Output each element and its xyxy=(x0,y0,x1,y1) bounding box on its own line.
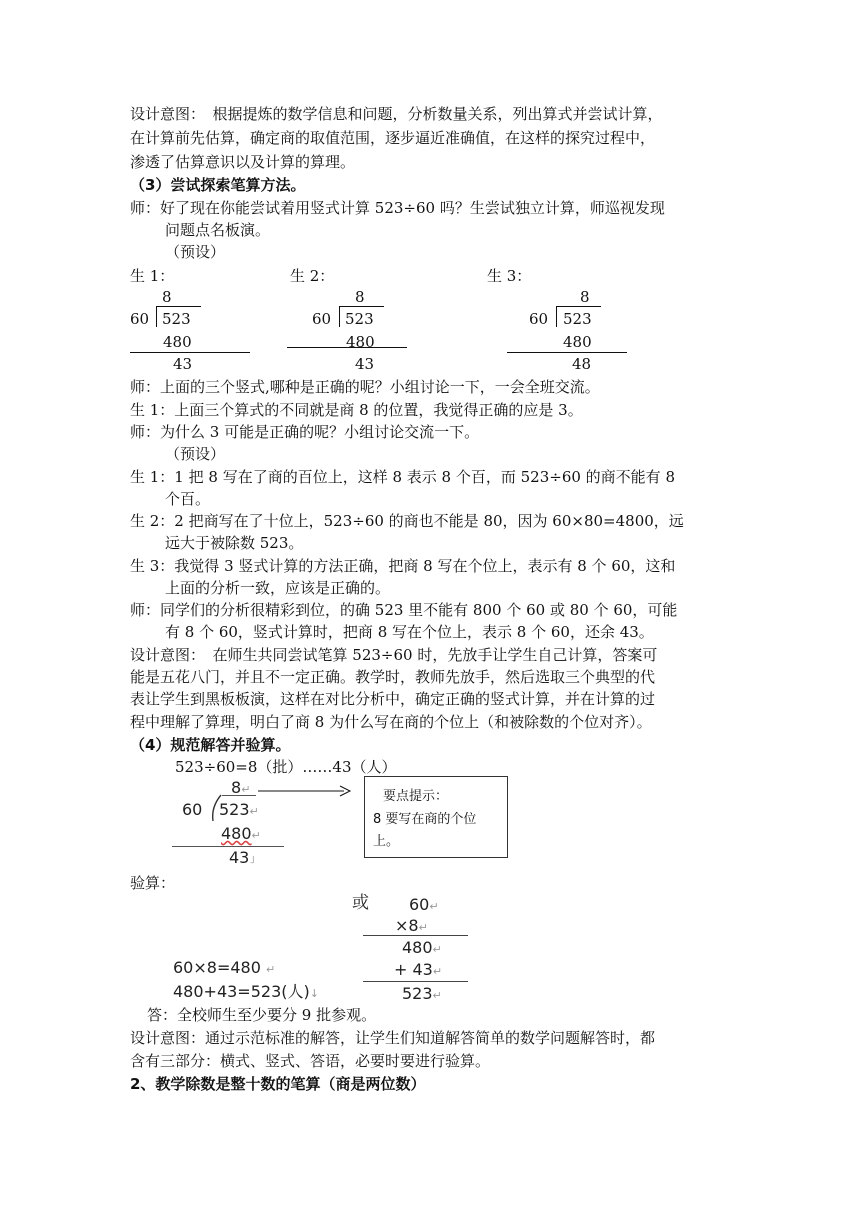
student-2-line-b: 远大于被除数 523。 xyxy=(165,534,304,552)
student-1-label: 生 1： xyxy=(130,267,175,285)
product-value: 480↵ xyxy=(402,938,442,957)
student-3-line-b: 上面的分析一致，应该是正确的。 xyxy=(165,579,391,597)
divisor: 60 xyxy=(312,310,332,328)
quotient: 8↵ xyxy=(231,778,251,797)
key-point-box xyxy=(364,776,508,858)
product: 480↵ xyxy=(221,824,261,843)
product: 480 xyxy=(346,333,375,351)
remainder: 43 xyxy=(355,355,375,373)
design-intent-2-line-4: 程中理解了算理，明白了商 8 为什么写在商的个位上（和被除数的个位对齐）。 xyxy=(130,713,652,731)
student-3-label: 生 3： xyxy=(487,267,532,285)
sum-line xyxy=(363,981,468,982)
key-point-body-1: 8 要写在商的个位 xyxy=(373,812,477,827)
design-intent-1-line-3: 渗透了估算意识以及计算的算理。 xyxy=(130,153,356,171)
remainder: 48 xyxy=(572,355,592,373)
dividend: 523 xyxy=(162,310,191,328)
design-intent-2-line-3: 表让学生到黑板板演，这样在对比分析中，确定正确的竖式计算，并在计算的过 xyxy=(130,690,656,708)
quotient: 8 xyxy=(580,288,590,306)
student-2-line-a: 生 2：2 把商写在了十位上，523÷60 的商也不能是 80，因为 60×80=4800，远 xyxy=(130,512,684,530)
section-heading-3: （3）尝试探索笔算方法。 xyxy=(130,176,306,194)
multiply-line xyxy=(363,935,468,936)
student-2-label: 生 2： xyxy=(290,267,335,285)
division-line xyxy=(287,347,407,348)
or-label: 或 xyxy=(352,893,369,913)
preset-label-2: （预设） xyxy=(165,445,226,463)
dividend: 523 xyxy=(345,310,374,328)
teacher-line-2: 师：上面的三个竖式,哪种是正确的呢？小组讨论一下，一会全班交流。 xyxy=(130,378,600,396)
remainder: 43˩ xyxy=(229,848,255,867)
dividend: 523↵ xyxy=(219,800,259,819)
check-multiplication: 60×8=480 ↵ xyxy=(173,958,276,977)
student-1-line-a: 生 1：1 把 8 写在了商的百位上，这样 8 表示 8 个百，而 523÷60 的商不能有 8 xyxy=(130,468,675,486)
multiplicand: 60↵ xyxy=(409,895,439,914)
division-line xyxy=(172,846,284,847)
design-intent-2-line-2: 能是五花八门，并且不一定正确。教学时，教师先放手，然后选取三个典型的代 xyxy=(130,668,656,686)
design-intent-1-line-2: 在计算前先估算，确定商的取值范围，逐步逼近准确值，在这样的探究过程中， xyxy=(130,129,656,147)
division-line xyxy=(507,352,627,353)
teacher-line-1b: 问题点名板演。 xyxy=(165,221,271,239)
design-intent-3-line-2: 含有三部分：横式、竖式、答语，必要时要进行验算。 xyxy=(130,1052,491,1070)
student-1-line-b: 个百。 xyxy=(165,490,211,508)
design-intent-1-line-1: 设计意图： 根据提炼的数学信息和问题，分析数量关系，列出算式并尝试计算， xyxy=(130,105,663,123)
product: 480 xyxy=(163,333,192,351)
teacher-line-4b: 有 8 个 60，竖式计算时，把商 8 写在个位上，表示 8 个 60，还余 43。 xyxy=(165,623,654,641)
remainder: 43 xyxy=(173,355,193,373)
key-point-title: 要点提示： xyxy=(383,789,449,804)
section-heading-2: 2、教学除数是整十数的笔算（商是两位数） xyxy=(130,1075,426,1093)
divisor: 60 xyxy=(182,800,203,819)
equation: 523÷60=8（批）……43（人） xyxy=(175,758,397,776)
division-line xyxy=(130,352,250,353)
quotient: 8 xyxy=(355,288,365,306)
teacher-line-3: 师：为什么 3 可能是正确的呢？小组讨论交流一下。 xyxy=(130,423,480,441)
design-intent-2-line-1: 设计意图： 在师生共同尝试笔算 523÷60 时，先放手让学生自己计算，答案可 xyxy=(130,646,658,664)
arrow-icon xyxy=(258,784,352,798)
dividend: 523 xyxy=(563,310,592,328)
divisor: 60 xyxy=(529,310,549,328)
verification-label: 验算： xyxy=(130,874,176,892)
key-point-body-2: 上。 xyxy=(373,834,400,849)
divisor: 60 xyxy=(130,310,150,328)
teacher-line-4a: 师：同学们的分析很精彩到位，的确 523 里不能有 800 个 60 或 80 个 60，可能 xyxy=(130,601,678,619)
multiplier: ×8↵ xyxy=(395,916,428,935)
student-3-line-a: 生 3：我觉得 3 竖式计算的方法正确，把商 8 写在个位上，表示有 8 个 60，这和 xyxy=(130,557,676,575)
sum-value: 523↵ xyxy=(402,984,442,1003)
quotient: 8 xyxy=(162,288,172,306)
preset-label-1: （预设） xyxy=(165,243,226,261)
teacher-line-1a: 师：好了现在你能尝试着用竖式计算 523÷60 吗？生尝试独立计算，师巡视发现 xyxy=(130,199,665,217)
product: 480 xyxy=(563,333,592,351)
student-answer-1: 生 1：上面三个算式的不同就是商 8 的位置，我觉得正确的应是 3。 xyxy=(130,401,583,419)
design-intent-3-line-1: 设计意图：通过示范标准的解答，让学生们知道解答简单的数学问题解答时，都 xyxy=(130,1029,656,1047)
addend: + 43↵ xyxy=(394,960,443,979)
section-heading-4: （4）规范解答并验算。 xyxy=(130,736,291,754)
answer-line: 答：全校师生至少要分 9 批参观。 xyxy=(147,1006,377,1024)
check-addition: 480+43=523(人)↓ xyxy=(173,982,319,1001)
quotient-line xyxy=(222,795,256,796)
